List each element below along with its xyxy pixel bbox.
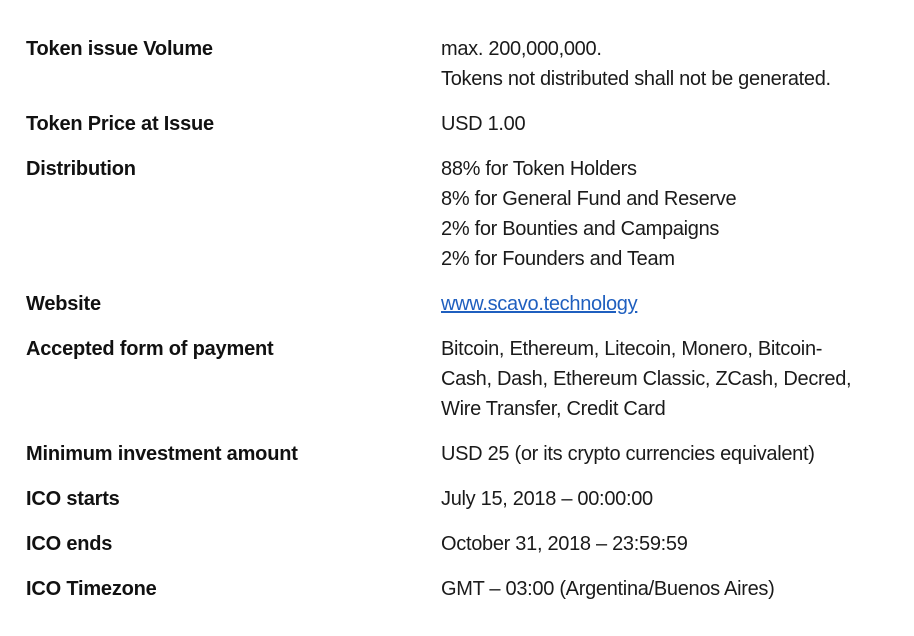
token-details-table <box>26 34 896 619</box>
value-ico-ends <box>441 529 896 559</box>
row-token-price <box>26 109 896 139</box>
website-link[interactable]: www.scavo.technology <box>441 293 638 315</box>
label-minimum-investment: Minimum investment amount <box>26 443 298 465</box>
label-ico-ends: ICO ends <box>26 533 113 555</box>
value-line: Wire Transfer, Credit Card <box>441 398 666 420</box>
value-line: 2% for Founders and Team <box>441 248 675 270</box>
label-accepted-payment: Accepted form of payment <box>26 338 274 360</box>
value-line: 88% for Token Holders <box>441 158 637 180</box>
value-ico-timezone <box>441 574 896 604</box>
row-ico-ends <box>26 529 896 559</box>
row-website <box>26 289 896 319</box>
row-ico-timezone <box>26 574 896 604</box>
label-token-issue-volume: Token issue Volume <box>26 38 213 60</box>
value-minimum-investment <box>441 439 896 469</box>
value-token-price <box>441 109 896 139</box>
value-line: Tokens not distributed shall not be generated. <box>441 68 831 90</box>
value-line: USD 1.00 <box>441 113 526 135</box>
value-token-issue-volume <box>441 34 896 94</box>
value-line: Cash, Dash, Ethereum Classic, ZCash, Decred, <box>441 368 852 390</box>
value-line: GMT – 03:00 (Argentina/Buenos Aires) <box>441 578 775 600</box>
label-distribution: Distribution <box>26 158 136 180</box>
value-line: July 15, 2018 – 00:00:00 <box>441 488 653 510</box>
row-ico-starts <box>26 484 896 514</box>
label-token-price: Token Price at Issue <box>26 113 214 135</box>
row-accepted-payment <box>26 334 896 424</box>
value-distribution <box>441 154 896 274</box>
value-line: USD 25 (or its crypto currencies equivalent) <box>441 443 815 465</box>
value-line: max. 200,000,000. <box>441 38 602 60</box>
value-accepted-payment <box>441 334 896 424</box>
value-website <box>441 289 896 319</box>
row-distribution <box>26 154 896 274</box>
value-line: 2% for Bounties and Campaigns <box>441 218 720 240</box>
value-line: October 31, 2018 – 23:59:59 <box>441 533 688 555</box>
label-ico-timezone: ICO Timezone <box>26 578 157 600</box>
value-ico-starts <box>441 484 896 514</box>
row-token-issue-volume <box>26 34 896 94</box>
label-website: Website <box>26 293 101 315</box>
value-line: 8% for General Fund and Reserve <box>441 188 737 210</box>
row-minimum-investment <box>26 439 896 469</box>
label-ico-starts: ICO starts <box>26 488 120 510</box>
value-line: Bitcoin, Ethereum, Litecoin, Monero, Bitcoin- <box>441 338 823 360</box>
